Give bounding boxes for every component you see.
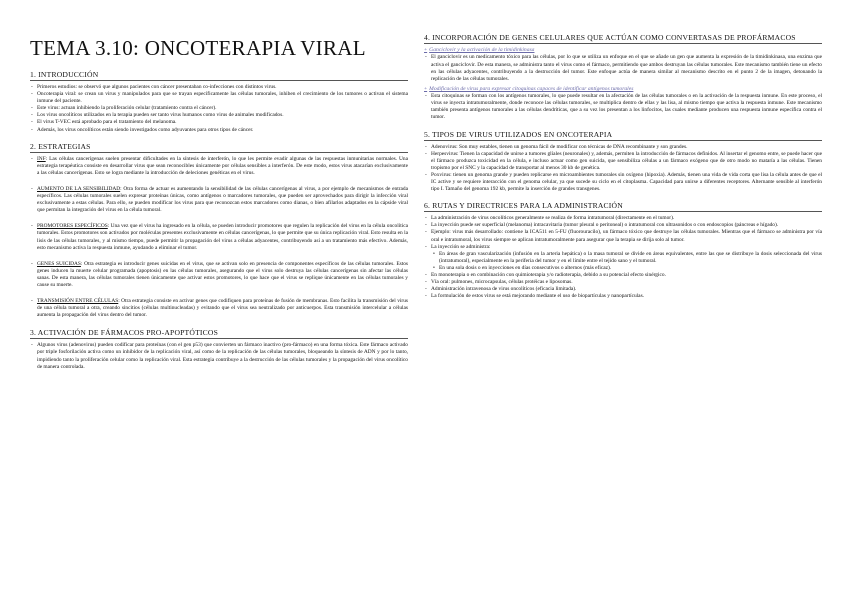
section-estrategias: [30, 142, 408, 320]
list-item: [30, 298, 408, 319]
bullet-list: [424, 54, 822, 82]
list-item: - Los virus oncolíticos utilizados en la terapia pueden ser tanto virus humanos como virus de animales modificados.: [30, 112, 408, 119]
list-item: - Además, los virus oncolíticos están siendo investigados como adyuvantes para otros tipos de cáncer.: [30, 127, 408, 134]
list-item: - Oncoterapia viral: se crean un virus y manipulados para que se trayan específicamente las células tumorales, inhiben el crecimiento de los tumores o activan el sistema inmune del paciente.: [30, 91, 408, 105]
list-item: - Herpesvirus: Tienen la capacidad de unirse a tumores glíales (neuronales) y, además, permiten la introducción de fármacos definidos. Al insertar el genomo entre, se puede hacer que el fármaco produzca toxicidad en la célula, e incluso actuar como gen suicida, que sensibiliza células a un fármaco exógeno que de otro modo no mataría a las células. Tienen tropismo por el SNC y la capacidad de transportar al menos 30 kb de genética.: [424, 151, 822, 172]
section-heading: 4. INCORPORACIÓN DE GENES CELULARES QUE ACTÚAN COMO CONVERTASAS DE PROFÁRMACOS: [424, 33, 822, 44]
right-column: [424, 33, 822, 308]
list-item: - La inyección se administra:: [424, 244, 822, 251]
plus-icon: +: [424, 47, 428, 53]
strategy-text: : Las células cancerígenas suelen presentar dificultades en la síntesis de interferón, lo que les permite evadir algunas de las respuestas inmunitarias normales. Una estrategia terapéutica consiste en desarrollar virus que sean reconocibles únicamente por células sensibles a interferón. De este modo, estos virus atacarían exclusivamente a las células cancerígenas. Esto se logra mediante la introducción de deleciones genéticas en el virus.: [37, 155, 408, 176]
strategy-sensibilidad: [30, 186, 408, 214]
bullet-list: [424, 272, 822, 300]
left-column: [30, 36, 408, 379]
strategy-lead: TRANSMISIÓN ENTRE CÉLULAS: [37, 298, 119, 305]
section-heading: 5. TIPOS DE VIRUS UTILIZADOS EN ONCOTERAPIA: [424, 130, 822, 141]
strategy-text: : Una vez que el virus ha ingresado en la célula, se pueden introducir promotores que regulen la replicación del virus en la célula oncolítica tumorales. Estos promotores son activados por moléculas presentes exclusivamente en células cancerígenas, lo que permite que su única replicación viral. Esto resulta en la lisis de las células tumorales, y al mismo tiempo, puede permitir la propagación del virus a células adyacentes, contribuyendo así a un tratamiento más efectivo. Además, esto mecanismo activa la respuesta inmune, ayudando a eliminar el tumor.: [37, 223, 409, 251]
bullet-list: [424, 144, 822, 194]
subsection-title: Ganciclovir y la activación de la timidinkinasa: [429, 47, 535, 53]
sub-bullet-list: [432, 251, 822, 272]
page-title: TEMA 3.10: ONCOTERAPIA VIRAL: [30, 36, 366, 60]
bullet-list: [30, 342, 408, 370]
list-item: [30, 261, 408, 289]
list-item: - La administración de virus oncolíticos generalmente se realiza de forma intratumoral (directamente en el tumor).: [424, 215, 822, 222]
bullet-list: [424, 215, 822, 250]
sub-list-item: • En una sola dosis o en inyecciones en días consecutivos o alternos (más eficaz).: [432, 265, 822, 272]
section-rutas-administracion: [424, 201, 822, 300]
section-genes-celulares: [424, 33, 822, 122]
strategy-genes-suicidas: [30, 261, 408, 289]
list-item: - El ganciclovir es un medicamento tóxico para las células, por lo que se utiliza un enfoque en el que se añade un gen que aumenta la expresión de la timidinkinasa, una enzima que activa el ganciclovir. De esta manera, se administra tanto el virus como el fármaco, permitiendo que ambos destruyan las células tumorales. Este mecanismo también tiene un efecto en las células adyacentes, contribuyendo a la destrucción del tumor. Este enfoque actúa de manera similar al mecanismo descrito en el punto 2 de la imagen, detonando la replicación de las células tumorales.: [424, 54, 822, 82]
strategy-lead: GENES SUICIDAS: [37, 260, 81, 267]
list-item: [30, 156, 408, 177]
sub-list-item: • En áreas de gran vascularización (infusión en la arteria hepática) o la masa tumoral se divide en áreas equivalentes, entre las que se distribuye la dosis seleccionada del virus (intratumoral), especialmente en la periferia del tumor y en el límite entre el tejido sano y el tumoral.: [432, 251, 822, 265]
section-tipos-virus: [424, 130, 822, 194]
list-item: - Administración intravenosa de virus oncolíticos (eficacia limitada).: [424, 286, 822, 293]
list-item: - Vía oral: pulmones, microcapsulas, células protéicas e liposomas.: [424, 279, 822, 286]
section-heading: 2. ESTRATEGIAS: [30, 142, 408, 153]
plus-icon: +: [424, 85, 428, 92]
strategy-text: : Otra estrategia consiste en activar genes que codifiquen para proteínas de fusión de membranas. Esto facilita la transmisión del virus de una célula tumoral a otra, creando sincitios (células multinucleadas) y evitando que el virus sea neutralizado por anticuerpos. Esta transmisión intercelular a células aumenta la propagación del virus dentro del tumor.: [37, 298, 408, 319]
strategy-text: : Otra estrategia es introducir genes suicidas en el virus, que se activan solo en presencia de componentes específicos de las células tumorales. Estos genes inducen la muerte celular programada (apoptosis) en las células tumorales, asegurando que el virus solo destruya las células cancerígenas sin afectar las células sanas. De esta manera, las células tumorales tienen únicamente que activar estos promotores, lo que hace que el virus se replique únicamente en las células tumorales y cause su muerte.: [37, 260, 408, 288]
list-item: - Primeros estudios: se observó que algunos pacientes con cáncer presentaban co-infecciones con distintos virus.: [30, 84, 408, 91]
section-heading: 6. RUTAS Y DIRECTRICES PARA LA ADMINISTRACIÓN: [424, 201, 822, 212]
list-item: - La inyección puede ser superficial (melanoma) intracavitaria (tumor pleural o peritoneal) o intratumoral con ultrasonidos o con endoscopios (páncreas e hígado).: [424, 222, 822, 229]
list-item: - Algunos virus (adenovirus) pueden codificar para proteínas (con el gen p53) que convierten un fármaco inactivo (pro-fármaco) en una forma tóxica. Este fármaco activado por triple fosforilación activa como un inhibidor de la replicación viral, así como de la replicación de las células tumorales, bloqueando la síntesis de ADN y por lo tanto, impidiendo tanto la proliferación celular como la replicación viral. Esta estrategia contribuye a la destrucción de las células tumorales y la propagación del virus oncolítico de manera controlada.: [30, 342, 408, 370]
bullet-list: [424, 93, 822, 121]
strategy-lead: INF: [37, 155, 46, 162]
list-item: - Poxvirus: tienen un genoma grande y pueden replicarse en microambientes tumorales sin oxígeno (hipoxia). Además, tienen una vida de vida corta que lisa la célula antes de que el IC active y se requiere interacción con el genoma celular, ya que sucede su ciclo en el citoplasma. Capacidad para unirse a diferentes receptores. Alternante sensible al interferón tipo I. Tamaño del genoma 192 kb, permite la inserción de grandes transgenes.: [424, 172, 822, 193]
list-item: - Esta citoquinas se forman con los antígenos tumorales, lo que puede resultar en la afectación de las células tumorales o en la activación de la respuesta inmune. En este proceso, el virus se inyecta intratumoralmente, donde reconoce las células tumorales, se multiplica dentro de ellas y las lisa, al mismo tiempo que activa la respuesta inmune. Este mecanismo también presenta antígenos tumorales a las células dendríticas, que a su vez los presentan a los linfocitos, las cuales mediante producen una respuesta inmune específica contra el tumor.: [424, 93, 822, 121]
list-item: - El virus T-VEC está aprobado para el tratamiento del melanoma.: [30, 119, 408, 126]
list-item: - Este virus: actuan inhibiendo la proliferación celular (tratamiento contra el cáncer).: [30, 105, 408, 112]
list-item: - En monoterapia o en combinación con quimioterapia y/o radioterapia, debido a su potencial efecto sinérgico.: [424, 272, 822, 279]
strategy-lead: AUMENTO DE LA SENSIBILIDAD: [37, 185, 121, 192]
list-item: - Ejemplo: virus más desarrollado: contiene la ICA511 en 5-FU (fluorouracilo), un fármaco tóxico que destruye las células tumorales. Mientras que el fármaco se administra por vía oral e intratumoral, los virus siempre se aplican intratumoralmente para asegurar que la terapia se dirija solo al tumor.: [424, 229, 822, 243]
list-item: [30, 223, 408, 251]
section-introduccion: [30, 70, 408, 134]
section-heading: 3. ACTIVACIÓN DE FÁRMACOS PRO-APOPTÓTICOS: [30, 328, 408, 339]
strategy-text: : Otra forma de actuar es aumentando la sensibilidad de las células cancerígenas al virus, a por ejemplo de mecanismos de entrada específicos. Las células tumorales suelen expresar proteínas únicas, como antígenos o marcadores tumorales, que pueden ser aprovechados para dirigir la infección viral exclusivamente a estas células. Para ello, se pueden modificar los virus para que reconozcan estos marcadores como dianas, o bien afilarlos adaptados en la cápside viral que permitan la integración del virus en la célula tumoral.: [37, 185, 408, 214]
strategy-promotores: [30, 223, 408, 251]
strategy-transmision: [30, 298, 408, 319]
subsection-title: Modificación de virus para expresar citoquinas capaces de identificar antígenos tumorales: [429, 85, 634, 92]
list-item: - La formulación de estos virus se está mejorando mediante el uso de biopartículas y nanopartículas.: [424, 293, 822, 300]
bullet-list: [30, 84, 408, 134]
strategy-inf: [30, 156, 408, 177]
section-activacion-farmacos: [30, 328, 408, 370]
list-item: [30, 186, 408, 214]
strategy-lead: PROMOTORES ESPECÍFICOS: [37, 223, 108, 230]
section-heading: 1. INTRODUCCIÓN: [30, 70, 408, 81]
list-item: - Adenovirus: Son muy estables, tienen un genoma fácil de modificar con técnicas de DNA recombinante y son grandes.: [424, 144, 822, 151]
